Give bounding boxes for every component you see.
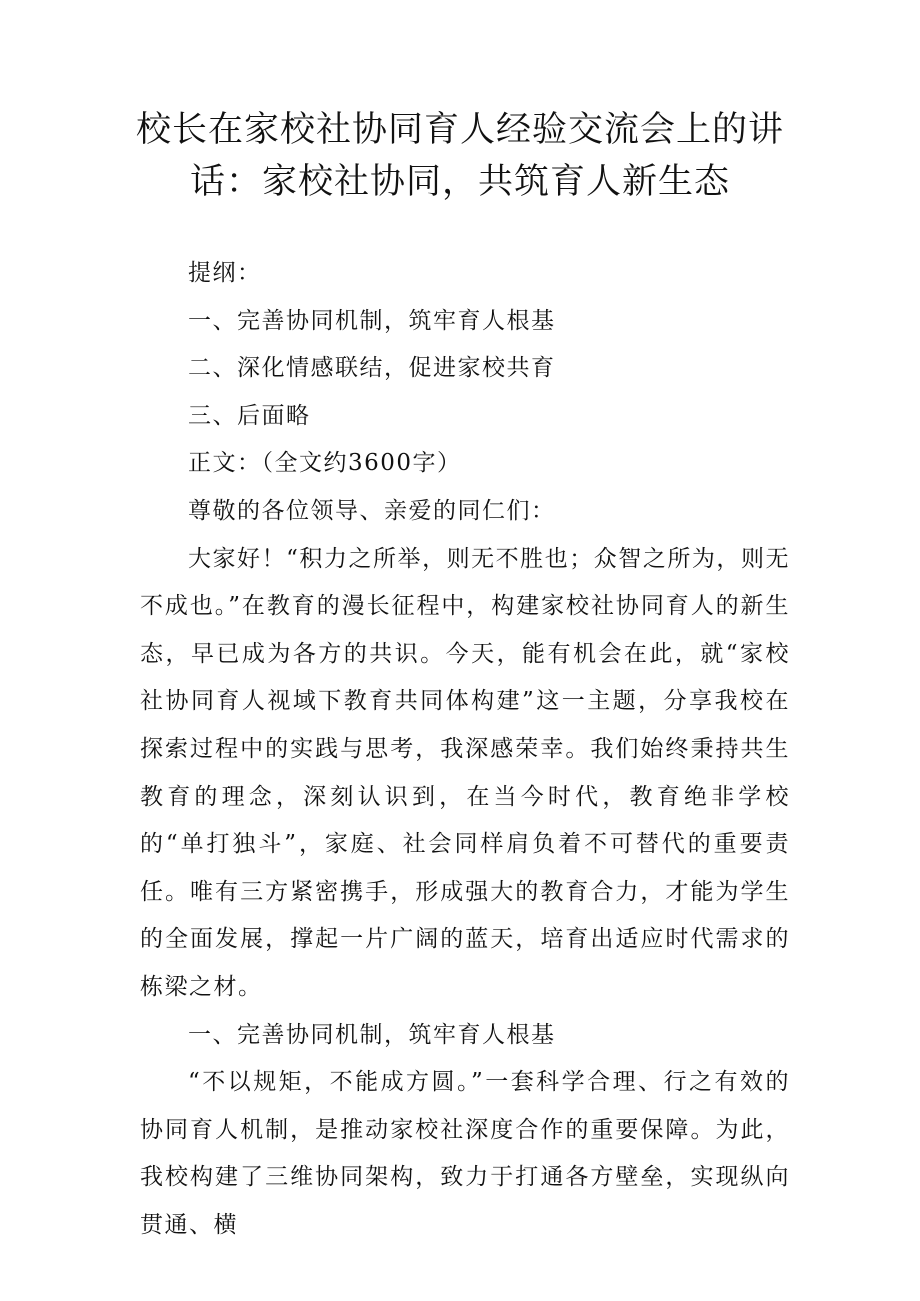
section-1-heading: 一、完善协同机制，筑牢育人根基 (188, 1021, 556, 1048)
outline-item-1: 一、完善协同机制，筑牢育人根基 (188, 307, 556, 334)
main-text-label: 正文：（全文约3600字） (188, 450, 462, 477)
paragraph-section-1: “不以规矩，不能成方圆。”一套科学合理、行之有效的协同育人机制，是推动家校社深度合作的重要保障。为此，我校构建了三维协同架构，致力于打通各方壁垒，实现纵向贯通、横 (140, 1069, 790, 1238)
outline-item-2: 二、深化情感联结，促进家校共育 (188, 355, 556, 382)
document-body (140, 250, 790, 1249)
paragraph-intro: 大家好！“积力之所举，则无不胜也；众智之所为，则无不成也。”在教育的漫长征程中，构建家校社协同育人的新生态，早已成为各方的共识。今天，能有机会在此，就“家校社协同育人视域下教育共同体构建”这一主题，分享我校在探索过程中的实践与思考，我深感荣幸。我们始终秉持共生教育的理念，深刻认识到，在当今时代，教育绝非学校的“单打独斗”，家庭、社会同样肩负着不可替代的重要责任。唯有三方紧密携手，形成强大的教育合力，才能为学生的全面发展，撑起一片广阔的蓝天，培育出适应时代需求的栋梁之材。 (140, 545, 790, 1000)
title-line-1: 校长在家校社协同育人经验交流会上的讲 (135, 110, 784, 150)
document-title (120, 104, 800, 208)
outline-item-3: 三、后面略 (188, 402, 311, 429)
salutation: 尊敬的各位领导、亲爱的同仁们： (188, 497, 556, 524)
outline-label: 提纲： (188, 260, 262, 286)
title-line-2: 话：家校社协同，共筑育人新生态 (189, 162, 730, 202)
